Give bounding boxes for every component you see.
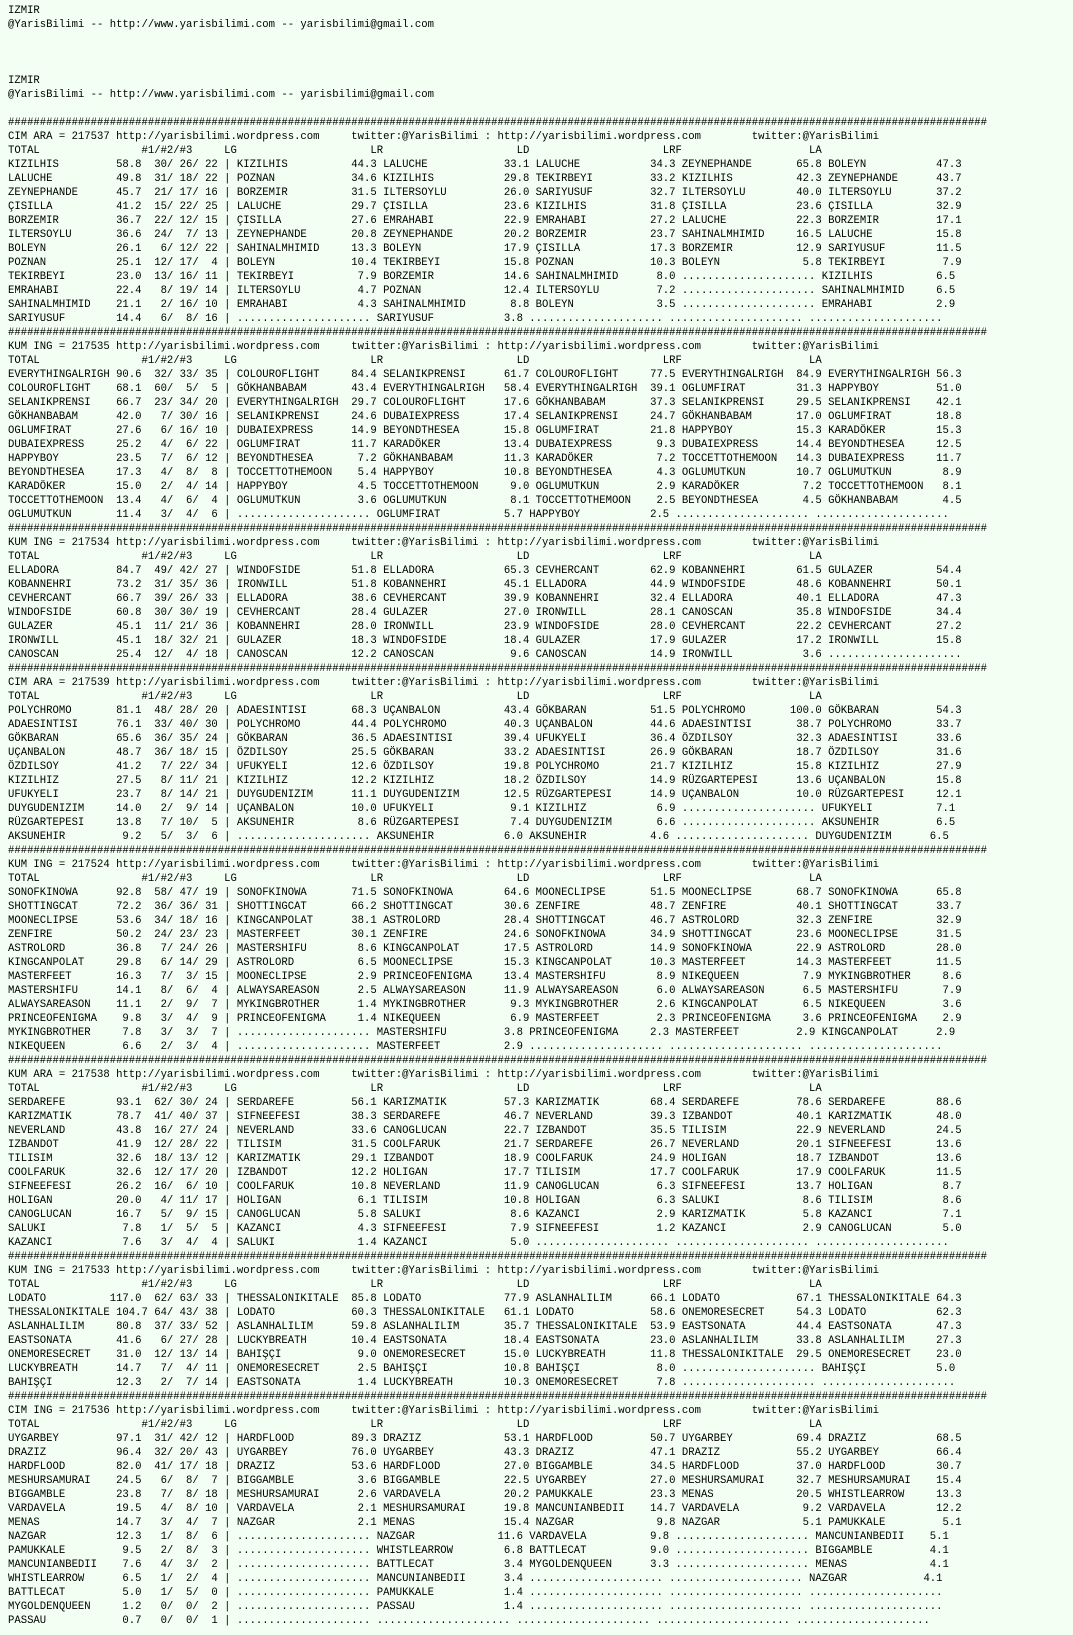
table-row: ELLADORA 84.7 49/ 42/ 27 | WINDOFSIDE 51.8 ELLADORA 65.3 CEVHERCANT 62.9 KOBANNEHRI 61.5 GULAZER 54.4 bbox=[8, 565, 962, 577]
race-title: KUM ARA = 217538 http://yarisbilimi.wordpress.com twitter:@YarisBilimi : http://yarisbilimi.wordpress.com twitter:@YarisBilimi bbox=[8, 1069, 879, 1081]
race-tables bbox=[8, 116, 1065, 1628]
separator-line: ########################################################################################################################################################## bbox=[8, 663, 988, 675]
table-row: ÖZDILSOY 41.2 7/ 22/ 34 | UFUKYELI 12.6 ÖZDILSOY 19.8 POLYCHROMO 21.7 KIZILHIZ 15.8 KIZILHIZ 27.9 bbox=[8, 761, 962, 773]
table-row: TILISIM 32.6 18/ 13/ 12 | KARIZMATIK 29.1 IZBANDOT 18.9 COOLFARUK 24.9 HOLIGAN 18.7 IZBANDOT 13.6 bbox=[8, 1153, 962, 1165]
table-row: MENAS 14.7 3/ 4/ 7 | NAZGAR 2.1 MENAS 15.4 NAZGAR 9.8 NAZGAR 5.1 PAMUKKALE 5.1 bbox=[8, 1517, 962, 1529]
page-title-repeat: IZMIR bbox=[8, 75, 40, 87]
table-row: DUBAIEXPRESS 25.2 4/ 6/ 22 | OGLUMFIRAT 11.7 KARADÖKER 13.4 DUBAIEXPRESS 9.3 DUBAIEXPRESS 14.4 BEYONDTHESEA 12.5 bbox=[8, 439, 962, 451]
race-title: KUM ING = 217533 http://yarisbilimi.wordpress.com twitter:@YarisBilimi : http://yarisbilimi.wordpress.com twitter:@YarisBilimi bbox=[8, 1265, 879, 1277]
table-row: PRINCEOFENIGMA 9.8 3/ 4/ 9 | PRINCEOFENIGMA 1.4 NIKEQUEEN 6.9 MASTERFEET 2.3 PRINCEOFENIGMA 3.6 PRINCEOFENIGMA 2.9 bbox=[8, 1013, 962, 1025]
table-row: GÖKHANBABAM 42.0 7/ 30/ 16 | SELANIKPRENSI 24.6 DUBAIEXPRESS 17.4 SELANIKPRENSI 24.7 GÖKHANBABAM 17.0 OGLUMFIRAT 18.8 bbox=[8, 411, 962, 423]
table-row: SERDAREFE 93.1 62/ 30/ 24 | SERDAREFE 56.1 KARIZMATIK 57.3 KARIZMATIK 68.4 SERDAREFE 78.6 SERDAREFE 88.6 bbox=[8, 1097, 962, 1109]
table-row: KARIZMATIK 78.7 41/ 40/ 37 | SIFNEEFESI 38.3 SERDAREFE 46.7 NEVERLAND 39.3 IZBANDOT 40.1 KARIZMATIK 48.0 bbox=[8, 1111, 962, 1123]
separator-line: ########################################################################################################################################################## bbox=[8, 327, 988, 339]
table-row: EMRAHABI 22.4 8/ 19/ 14 | ILTERSOYLU 4.7 POZNAN 12.4 ILTERSOYLU 7.2 ..................... SAHINALMHIMID 6.5 bbox=[8, 285, 956, 297]
spacer bbox=[8, 60, 1065, 74]
table-row: ASTROLORD 36.8 7/ 24/ 26 | MASTERSHIFU 8.6 KINGCANPOLAT 17.5 ASTROLORD 14.9 SONOFKINOWA 22.9 ASTROLORD 28.0 bbox=[8, 943, 962, 955]
table-row: LODATO 117.0 62/ 63/ 33 | THESSALONIKITALE 85.8 LODATO 77.9 ASLANHALILIM 66.1 LODATO 67.1 THESSALONIKITALE 64.3 bbox=[8, 1293, 962, 1305]
table-row: BIGGAMBLE 23.8 7/ 8/ 18 | MESHURSAMURAI 2.6 VARDAVELA 20.2 PAMUKKALE 23.3 MENAS 20.5 WHISTLEARROW 13.3 bbox=[8, 1489, 962, 1501]
table-row: AKSUNEHIR 9.2 5/ 3/ 6 | ..................... AKSUNEHIR 6.0 AKSUNEHIR 4.6 ..................... DUYGUDENIZIM 6.5 bbox=[8, 831, 949, 843]
table-row: ÇISILLA 41.2 15/ 22/ 25 | LALUCHE 29.7 ÇISILLA 23.6 KIZILHIS 31.8 ÇISILLA 23.6 ÇISILLA 32.9 bbox=[8, 201, 962, 213]
table-row: ALWAYSAREASON 11.1 2/ 9/ 7 | MYKINGBROTHER 1.4 MYKINGBROTHER 9.3 MYKINGBROTHER 2.6 KINGCANPOLAT 6.5 NIKEQUEEN 3.6 bbox=[8, 999, 962, 1011]
table-row: BAHIŞÇI 12.3 2/ 7/ 14 | EASTSONATA 1.4 LUCKYBREATH 10.3 ONEMORESECRET 7.8 ..................... ..................... bbox=[8, 1377, 956, 1389]
separator-line: ########################################################################################################################################################## bbox=[8, 523, 988, 535]
table-row: MANCUNIANBEDII 7.6 4/ 3/ 2 | ..................... BATTLECAT 3.4 MYGOLDENQUEEN 3.3 ..................... MENAS 4.1 bbox=[8, 1559, 949, 1571]
table-row: WINDOFSIDE 60.8 30/ 30/ 19 | CEVHERCANT 28.4 GULAZER 27.0 IRONWILL 28.1 CANOSCAN 35.8 WINDOFSIDE 34.4 bbox=[8, 607, 962, 619]
table-row: MASTERFEET 16.3 7/ 3/ 15 | MOONECLIPSE 2.9 PRINCEOFENIGMA 13.4 MASTERSHIFU 8.9 NIKEQUEEN 7.9 MYKINGBROTHER 8.6 bbox=[8, 971, 962, 983]
table-row: OGLUMUTKUN 11.4 3/ 4/ 6 | ..................... OGLUMFIRAT 5.7 HAPPYBOY 2.5 ..................... ..................... bbox=[8, 509, 949, 521]
table-row: POZNAN 25.1 12/ 17/ 4 | BOLEYN 10.4 TEKIRBEYI 15.8 POZNAN 10.3 BOLEYN 5.8 TEKIRBEYI 7.9 bbox=[8, 257, 962, 269]
table-row: NIKEQUEEN 6.6 2/ 3/ 4 | ..................... MASTERFEET 2.9 ..................... ..................... ..................... bbox=[8, 1041, 943, 1053]
page-title: IZMIR bbox=[8, 5, 40, 17]
table-row: GÖKBARAN 65.6 36/ 35/ 24 | GÖKBARAN 36.5 ADAESINTISI 39.4 UFUKYELI 36.4 ÖZDILSOY 32.3 ADAESINTISI 33.6 bbox=[8, 733, 962, 745]
table-row: ASLANHALILIM 80.8 37/ 33/ 52 | ASLANHALILIM 59.8 ASLANHALILIM 35.7 THESSALONIKITALE 53.9 EASTSONATA 44.4 EASTSONATA 47.3 bbox=[8, 1321, 962, 1333]
table-row: CANOSCAN 25.4 12/ 4/ 18 | CANOSCAN 12.2 CANOSCAN 9.6 CANOSCAN 14.9 IRONWILL 3.6 ..................... bbox=[8, 649, 962, 661]
table-row: NAZGAR 12.3 1/ 8/ 6 | ..................... NAZGAR 11.6 VARDAVELA 9.8 ..................... MANCUNIANBEDII 5.1 bbox=[8, 1531, 949, 1543]
race-title: CIM ARA = 217539 http://yarisbilimi.wordpress.com twitter:@YarisBilimi : http://yarisbilimi.wordpress.com twitter:@YarisBilimi bbox=[8, 677, 879, 689]
race-column-header: TOTAL #1/#2/#3 LG LR LD LRF LA bbox=[8, 1419, 822, 1431]
race-column-header: TOTAL #1/#2/#3 LG LR LD LRF LA bbox=[8, 551, 822, 563]
table-row: GULAZER 45.1 11/ 21/ 36 | KOBANNEHRI 28.0 IRONWILL 23.9 WINDOFSIDE 28.0 CEVHERCANT 22.2 CEVHERCANT 27.2 bbox=[8, 621, 962, 633]
spacer bbox=[8, 32, 1065, 60]
race-column-header: TOTAL #1/#2/#3 LG LR LD LRF LA bbox=[8, 145, 822, 157]
table-row: SHOTTINGCAT 72.2 36/ 36/ 31 | SHOTTINGCAT 66.2 SHOTTINGCAT 30.6 ZENFIRE 48.7 ZENFIRE 40.1 SHOTTINGCAT 33.7 bbox=[8, 901, 962, 913]
race-title: KUM ING = 217524 http://yarisbilimi.wordpress.com twitter:@YarisBilimi : http://yarisbilimi.wordpress.com twitter:@YarisBilimi bbox=[8, 859, 879, 871]
table-row: CANOGLUCAN 16.7 5/ 9/ 15 | CANOGLUCAN 5.8 SALUKI 8.6 KAZANCI 2.9 KARIZMATIK 5.8 KAZANCI 7.1 bbox=[8, 1209, 962, 1221]
table-row: KAZANCI 7.6 3/ 4/ 4 | SALUKI 1.4 KAZANCI 5.0 ..................... ..................... ..................... bbox=[8, 1237, 949, 1249]
table-row: WHISTLEARROW 6.5 1/ 2/ 4 | ..................... MANCUNIANBEDII 3.4 ..................... ..................... NAZGAR 4.1 bbox=[8, 1573, 943, 1585]
table-row: DUYGUDENIZIM 14.0 2/ 9/ 14 | UÇANBALON 10.0 UFUKYELI 9.1 KIZILHIZ 6.9 ..................... UFUKYELI 7.1 bbox=[8, 803, 956, 815]
table-row: THESSALONIKITALE 104.7 64/ 43/ 38 | LODATO 60.3 THESSALONIKITALE 61.1 LODATO 58.6 ONEMORESECRET 54.3 LODATO 62.3 bbox=[8, 1307, 962, 1319]
table-row: SIFNEEFESI 26.2 16/ 6/ 10 | COOLFARUK 10.8 NEVERLAND 11.9 CANOGLUCAN 6.3 SIFNEEFESI 13.7 HOLIGAN 8.7 bbox=[8, 1181, 962, 1193]
table-row: RÜZGARTEPESI 13.8 7/ 10/ 5 | AKSUNEHIR 8.6 RÜZGARTEPESI 7.4 DUYGUDENIZIM 6.6 ..................... AKSUNEHIR 6.5 bbox=[8, 817, 956, 829]
contact-line: @YarisBilimi -- http://www.yarisbilimi.com -- yarisbilimi@gmail.com bbox=[8, 19, 434, 31]
table-row: EVERYTHINGALRIGH 90.6 32/ 33/ 35 | COLOUROFLIGHT 84.4 SELANIKPRENSI 61.7 COLOUROFLIGHT 77.5 EVERYTHINGALRIGH 84.9 EVERYTHINGALRIGH 56.3 bbox=[8, 369, 962, 381]
table-row: UYGARBEY 97.1 31/ 42/ 12 | HARDFLOOD 89.3 DRAZIZ 53.1 HARDFLOOD 50.7 UYGARBEY 69.4 DRAZIZ 68.5 bbox=[8, 1433, 962, 1445]
table-row: COLOUROFLIGHT 68.1 60/ 5/ 5 | GÖKHANBABAM 43.4 EVERYTHINGALRIGH 58.4 EVERYTHINGALRIGH 39.1 OGLUMFIRAT 31.3 HAPPYBOY 51.0 bbox=[8, 383, 962, 395]
race-column-header: TOTAL #1/#2/#3 LG LR LD LRF LA bbox=[8, 355, 822, 367]
table-row: EASTSONATA 41.6 6/ 27/ 28 | LUCKYBREATH 10.4 EASTSONATA 18.4 EASTSONATA 23.0 ASLANHALILIM 33.8 ASLANHALILIM 27.3 bbox=[8, 1335, 962, 1347]
table-row: KIZILHIS 58.8 30/ 26/ 22 | KIZILHIS 44.3 LALUCHE 33.1 LALUCHE 34.3 ZEYNEPHANDE 65.8 BOLEYN 47.3 bbox=[8, 159, 962, 171]
race-title: KUM ING = 217535 http://yarisbilimi.wordpress.com twitter:@YarisBilimi : http://yarisbilimi.wordpress.com twitter:@YarisBilimi bbox=[8, 341, 879, 353]
table-row: KOBANNEHRI 73.2 31/ 35/ 36 | IRONWILL 51.8 KOBANNEHRI 45.1 ELLADORA 44.9 WINDOFSIDE 48.6 KOBANNEHRI 50.1 bbox=[8, 579, 962, 591]
table-row: LALUCHE 49.8 31/ 18/ 22 | POZNAN 34.6 KIZILHIS 29.8 TEKIRBEYI 33.2 KIZILHIS 42.3 ZEYNEPHANDE 43.7 bbox=[8, 173, 962, 185]
table-row: LUCKYBREATH 14.7 7/ 4/ 11 | ONEMORESECRET 2.5 BAHIŞÇI 10.8 BAHIŞÇI 8.0 ..................... BAHIŞÇI 5.0 bbox=[8, 1363, 956, 1375]
table-row: UFUKYELI 23.7 8/ 14/ 21 | DUYGUDENIZIM 11.1 DUYGUDENIZIM 12.5 RÜZGARTEPESI 14.9 UÇANBALON 10.0 RÜZGARTEPESI 12.1 bbox=[8, 789, 962, 801]
table-row: ONEMORESECRET 31.0 12/ 13/ 14 | BAHIŞÇI 9.0 ONEMORESECRET 15.0 LUCKYBREATH 11.8 THESSALONIKITALE 29.5 ONEMORESECRET 23.0 bbox=[8, 1349, 962, 1361]
race-column-header: TOTAL #1/#2/#3 LG LR LD LRF LA bbox=[8, 691, 822, 703]
race-column-header: TOTAL #1/#2/#3 LG LR LD LRF LA bbox=[8, 873, 822, 885]
table-row: POLYCHROMO 81.1 48/ 28/ 20 | ADAESINTISI 68.3 UÇANBALON 43.4 GÖKBARAN 51.5 POLYCHROMO 100.0 GÖKBARAN 54.3 bbox=[8, 705, 962, 717]
separator-line: ########################################################################################################################################################## bbox=[8, 1251, 988, 1263]
table-row: KINGCANPOLAT 29.8 6/ 14/ 29 | ASTROLORD 6.5 MOONECLIPSE 15.3 KINGCANPOLAT 10.3 MASTERFEET 14.3 MASTERFEET 11.5 bbox=[8, 957, 962, 969]
contact-line-repeat: @YarisBilimi -- http://www.yarisbilimi.com -- yarisbilimi@gmail.com bbox=[8, 89, 434, 101]
table-row: BOLEYN 26.1 6/ 12/ 22 | SAHINALMHIMID 13.3 BOLEYN 17.9 ÇISILLA 17.3 BORZEMIR 12.9 SARIYUSUF 11.5 bbox=[8, 243, 962, 255]
table-row: MYGOLDENQUEEN 1.2 0/ 0/ 2 | ..................... PASSAU 1.4 ..................... ..................... ..................... bbox=[8, 1601, 943, 1613]
table-row: TEKIRBEYI 23.0 13/ 16/ 11 | TEKIRBEYI 7.9 BORZEMIR 14.6 SAHINALMHIMID 8.0 ..................... KIZILHIS 6.5 bbox=[8, 271, 956, 283]
separator-line: ########################################################################################################################################################## bbox=[8, 845, 988, 857]
table-row: MASTERSHIFU 14.1 8/ 6/ 4 | ALWAYSAREASON 2.5 ALWAYSAREASON 11.9 ALWAYSAREASON 6.0 ALWAYSAREASON 6.5 MASTERSHIFU 7.9 bbox=[8, 985, 962, 997]
table-row: SAHINALMHIMID 21.1 2/ 16/ 10 | EMRAHABI 4.3 SAHINALMHIMID 8.8 BOLEYN 3.5 ..................... EMRAHABI 2.9 bbox=[8, 299, 956, 311]
table-row: OGLUMFIRAT 27.6 6/ 16/ 10 | DUBAIEXPRESS 14.9 BEYONDTHESEA 15.8 OGLUMFIRAT 21.8 HAPPYBOY 15.3 KARADÖKER 15.3 bbox=[8, 425, 962, 437]
table-row: COOLFARUK 32.6 12/ 17/ 20 | IZBANDOT 12.2 HOLIGAN 17.7 TILISIM 17.7 COOLFARUK 17.9 COOLFARUK 11.5 bbox=[8, 1167, 962, 1179]
race-title: CIM ING = 217536 http://yarisbilimi.wordpress.com twitter:@YarisBilimi : http://yarisbilimi.wordpress.com twitter:@YarisBilimi bbox=[8, 1405, 879, 1417]
spacer bbox=[8, 102, 1065, 116]
race-column-header: TOTAL #1/#2/#3 LG LR LD LRF LA bbox=[8, 1279, 822, 1291]
separator-line: ########################################################################################################################################################## bbox=[8, 117, 988, 129]
race-title: CIM ARA = 217537 http://yarisbilimi.wordpress.com twitter:@YarisBilimi : http://yarisbilimi.wordpress.com twitter:@YarisBilimi bbox=[8, 131, 879, 143]
table-row: ADAESINTISI 76.1 33/ 40/ 30 | POLYCHROMO 44.4 POLYCHROMO 40.3 UÇANBALON 44.6 ADAESINTISI 38.7 POLYCHROMO 33.7 bbox=[8, 719, 962, 731]
table-row: UÇANBALON 48.7 36/ 18/ 15 | ÖZDILSOY 25.5 GÖKBARAN 33.2 ADAESINTISI 26.9 GÖKBARAN 18.7 ÖZDILSOY 31.6 bbox=[8, 747, 962, 759]
table-row: BATTLECAT 5.0 1/ 5/ 0 | ..................... PAMUKKALE 1.4 ..................... ..................... ..................... bbox=[8, 1587, 943, 1599]
table-row: ILTERSOYLU 36.6 24/ 7/ 13 | ZEYNEPHANDE 20.8 ZEYNEPHANDE 20.2 BORZEMIR 23.7 SAHINALMHIMID 16.5 LALUCHE 15.8 bbox=[8, 229, 962, 241]
table-row: NEVERLAND 43.8 16/ 27/ 24 | NEVERLAND 33.6 CANOGLUCAN 22.7 IZBANDOT 35.5 TILISIM 22.9 NEVERLAND 24.5 bbox=[8, 1125, 962, 1137]
table-row: HAPPYBOY 23.5 7/ 6/ 12 | BEYONDTHESEA 7.2 GÖKHANBABAM 11.3 KARADÖKER 7.2 TOCCETTOTHEMOON 14.3 DUBAIEXPRESS 11.7 bbox=[8, 453, 962, 465]
table-row: IRONWILL 45.1 18/ 32/ 21 | GULAZER 18.3 WINDOFSIDE 18.4 GULAZER 17.9 GULAZER 17.2 IRONWILL 15.8 bbox=[8, 635, 962, 647]
table-row: KIZILHIZ 27.5 8/ 11/ 21 | KIZILHIZ 12.2 KIZILHIZ 18.2 ÖZDILSOY 14.9 RÜZGARTEPESI 13.6 UÇANBALON 15.8 bbox=[8, 775, 962, 787]
table-row: DRAZIZ 96.4 32/ 20/ 43 | UYGARBEY 76.0 UYGARBEY 43.3 DRAZIZ 47.1 DRAZIZ 55.2 UYGARBEY 66.4 bbox=[8, 1447, 962, 1459]
table-row: MESHURSAMURAI 24.5 6/ 8/ 7 | BIGGAMBLE 3.6 BIGGAMBLE 22.5 UYGARBEY 27.0 MESHURSAMURAI 32.7 MESHURSAMURAI 15.4 bbox=[8, 1475, 962, 1487]
separator-line: ########################################################################################################################################################## bbox=[8, 1391, 988, 1403]
table-row: VARDAVELA 19.5 4/ 8/ 10 | VARDAVELA 2.1 MESHURSAMURAI 19.8 MANCUNIANBEDII 14.7 VARDAVELA 9.2 VARDAVELA 12.2 bbox=[8, 1503, 962, 1515]
table-row: BEYONDTHESEA 17.3 4/ 8/ 8 | TOCCETTOTHEMOON 5.4 HAPPYBOY 10.8 BEYONDTHESEA 4.3 OGLUMUTKUN 10.7 OGLUMUTKUN 8.9 bbox=[8, 467, 962, 479]
table-row: HOLIGAN 20.0 4/ 11/ 17 | HOLIGAN 6.1 TILISIM 10.8 HOLIGAN 6.3 SALUKI 8.6 TILISIM 8.6 bbox=[8, 1195, 962, 1207]
table-row: ZENFIRE 50.2 24/ 23/ 23 | MASTERFEET 30.1 ZENFIRE 24.6 SONOFKINOWA 34.9 SHOTTINGCAT 23.6 MOONECLIPSE 31.5 bbox=[8, 929, 962, 941]
table-row: SARIYUSUF 14.4 6/ 8/ 16 | ..................... SARIYUSUF 3.8 ..................... ..................... ..................... bbox=[8, 313, 943, 325]
table-row: SONOFKINOWA 92.8 58/ 47/ 19 | SONOFKINOWA 71.5 SONOFKINOWA 64.6 MOONECLIPSE 51.5 MOONECLIPSE 68.7 SONOFKINOWA 65.8 bbox=[8, 887, 962, 899]
table-row: PAMUKKALE 9.5 2/ 8/ 3 | ..................... WHISTLEARROW 6.8 BATTLECAT 9.0 ..................... BIGGAMBLE 4.1 bbox=[8, 1545, 949, 1557]
table-row: BORZEMIR 36.7 22/ 12/ 15 | ÇISILLA 27.6 EMRAHABI 22.9 EMRAHABI 27.2 LALUCHE 22.3 BORZEMIR 17.1 bbox=[8, 215, 962, 227]
table-row: SELANIKPRENSI 66.7 23/ 34/ 20 | EVERYTHINGALRIGH 29.7 COLOUROFLIGHT 17.6 GÖKHANBABAM 37.3 SELANIKPRENSI 29.5 SELANIKPRENSI 42.1 bbox=[8, 397, 962, 409]
table-row: MYKINGBROTHER 7.8 3/ 3/ 7 | ..................... MASTERSHIFU 3.8 PRINCEOFENIGMA 2.3 MASTERFEET 2.9 KINGCANPOLAT 2.9 bbox=[8, 1027, 956, 1039]
table-row: ZEYNEPHANDE 45.7 21/ 17/ 16 | BORZEMIR 31.5 ILTERSOYLU 26.0 SARIYUSUF 32.7 ILTERSOYLU 40.0 ILTERSOYLU 37.2 bbox=[8, 187, 962, 199]
separator-line: ########################################################################################################################################################## bbox=[8, 1055, 988, 1067]
table-row: TOCCETTOTHEMOON 13.4 4/ 6/ 4 | OGLUMUTKUN 3.6 OGLUMUTKUN 8.1 TOCCETTOTHEMOON 2.5 BEYONDTHESEA 4.5 GÖKHANBABAM 4.5 bbox=[8, 495, 962, 507]
table-row: IZBANDOT 41.9 12/ 28/ 22 | TILISIM 31.5 COOLFARUK 21.7 SERDAREFE 26.7 NEVERLAND 20.1 SIFNEEFESI 13.6 bbox=[8, 1139, 962, 1151]
table-row: MOONECLIPSE 53.6 34/ 18/ 16 | KINGCANPOLAT 38.1 ASTROLORD 28.4 SHOTTINGCAT 46.7 ASTROLORD 32.3 ZENFIRE 32.9 bbox=[8, 915, 962, 927]
race-column-header: TOTAL #1/#2/#3 LG LR LD LRF LA bbox=[8, 1083, 822, 1095]
table-row: CEVHERCANT 66.7 39/ 26/ 33 | ELLADORA 38.6 CEVHERCANT 39.9 KOBANNEHRI 32.4 ELLADORA 40.1 ELLADORA 47.3 bbox=[8, 593, 962, 605]
race-title: KUM ING = 217534 http://yarisbilimi.wordpress.com twitter:@YarisBilimi : http://yarisbilimi.wordpress.com twitter:@YarisBilimi bbox=[8, 537, 879, 549]
table-row: HARDFLOOD 82.0 41/ 17/ 18 | DRAZIZ 53.6 HARDFLOOD 27.0 BIGGAMBLE 34.5 HARDFLOOD 37.0 HARDFLOOD 30.7 bbox=[8, 1461, 962, 1473]
table-row: KARADÖKER 15.0 2/ 4/ 14 | HAPPYBOY 4.5 TOCCETTOTHEMOON 9.0 OGLUMUTKUN 2.9 KARADÖKER 7.2 TOCCETTOTHEMOON 8.1 bbox=[8, 481, 962, 493]
table-row: SALUKI 7.8 1/ 5/ 5 | KAZANCI 4.3 SIFNEEFESI 7.9 SIFNEEFESI 1.2 KAZANCI 2.9 CANOGLUCAN 5.0 bbox=[8, 1223, 962, 1235]
table-row: PASSAU 0.7 0/ 0/ 1 | ..................... ..................... ..................... ..................... ..................... bbox=[8, 1615, 930, 1627]
